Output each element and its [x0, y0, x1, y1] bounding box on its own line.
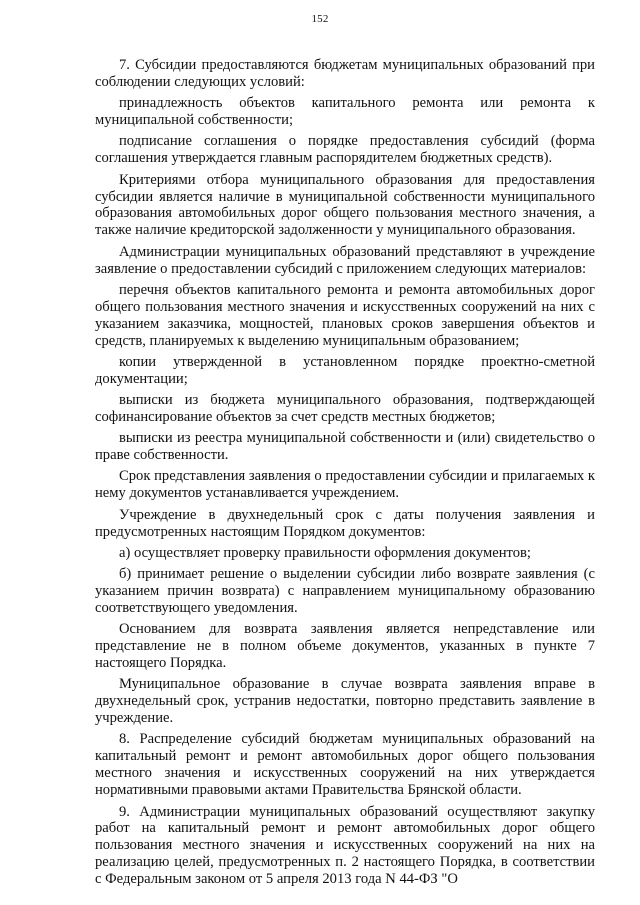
paragraph-two-week-review: Учреждение в двухнедельный срок с даты получения заявления и предусмотренных настоящим Порядком документов: [95, 506, 595, 540]
paragraph-list-budget-extract: выписки из бюджета муниципального образования, подтверждающей софинансирование объектов за счет средств местных бюджетов; [95, 392, 595, 425]
paragraph-resubmission: Муниципальное образование в случае возврата заявления вправе в двухнедельный срок, устранив недостатки, повторно представить заявление в учреждение. [95, 676, 595, 727]
document-body [95, 57, 595, 892]
paragraph-submission-deadline: Срок представления заявления о предоставлении субсидии и прилагаемых к нему документов устанавливается учреждением. [95, 468, 595, 502]
paragraph-list-registry-extract: выписки из реестра муниципальной собственности и (или) свидетельство о праве собственности. [95, 430, 595, 464]
paragraph-condition-agreement: подписание соглашения о порядке предоставления субсидий (форма соглашения утверждается главным распорядителем бюджетных средств). [95, 133, 595, 167]
paragraph-list-documentation: копии утвержденной в установленном порядке проектно-сметной документации; [95, 353, 595, 387]
paragraph-condition-ownership: принадлежность объектов капитального ремонта или ремонта к муниципальной собственности; [95, 95, 595, 129]
page-number: 152 [311, 13, 329, 25]
paragraph-7-intro: 7. Субсидии предоставляются бюджетам муниципальных образований при соблюдении следующих условий: [95, 57, 595, 90]
paragraph-application-submission: Администрации муниципальных образований представляют в учреждение заявление о предоставлении субсидий с приложением следующих материалов: [95, 243, 595, 277]
paragraph-9-procurement: 9. Администрации муниципальных образований осуществляют закупку работ на капитальный ремонт и ремонт автомобильных дорог общего пользования местного значения и искусственных сооружений на них на реализацию целей, предусмотренных п. 2 настоящего Порядка, в соответствии с Федеральным законом от 5 апреля 2013 года N 44-ФЗ "О [95, 803, 595, 888]
paragraph-selection-criteria: Критериями отбора муниципального образования для предоставления субсидии является наличие в муниципальной собственности муниципального образования автомобильных дорог общего пользования местного значения, а также наличие кредиторской задолженности у муниципального образования. [95, 171, 595, 239]
paragraph-8-distribution: 8. Распределение субсидий бюджетам муниципальных образований на капитальный ремонт и ремонт автомобильных дорог общего пользования местного значения и искусственных сооружений на них утверждается нормативными правовыми актами Правительства Брянской области. [95, 731, 595, 799]
paragraph-return-grounds: Основанием для возврата заявления является непредставление или представление не в полном объеме документов, указанных в пункте 7 настоящего Порядка. [95, 621, 595, 672]
paragraph-review-a: а) осуществляет проверку правильности оформления документов; [119, 544, 531, 561]
paragraph-list-objects: перечня объектов капитального ремонта и ремонта автомобильных дорог общего пользования местного значения и искусственных сооружений на них с указанием заказчика, мощностей, плановых сроков завершения объектов и средств, планируемых к выделению муниципальным образованием; [95, 281, 595, 349]
paragraph-review-b: б) принимает решение о выделении субсидии либо возврате заявления (с указанием причин возврата) с направлением муниципальному образованию соответствующего уведомления. [95, 566, 595, 616]
